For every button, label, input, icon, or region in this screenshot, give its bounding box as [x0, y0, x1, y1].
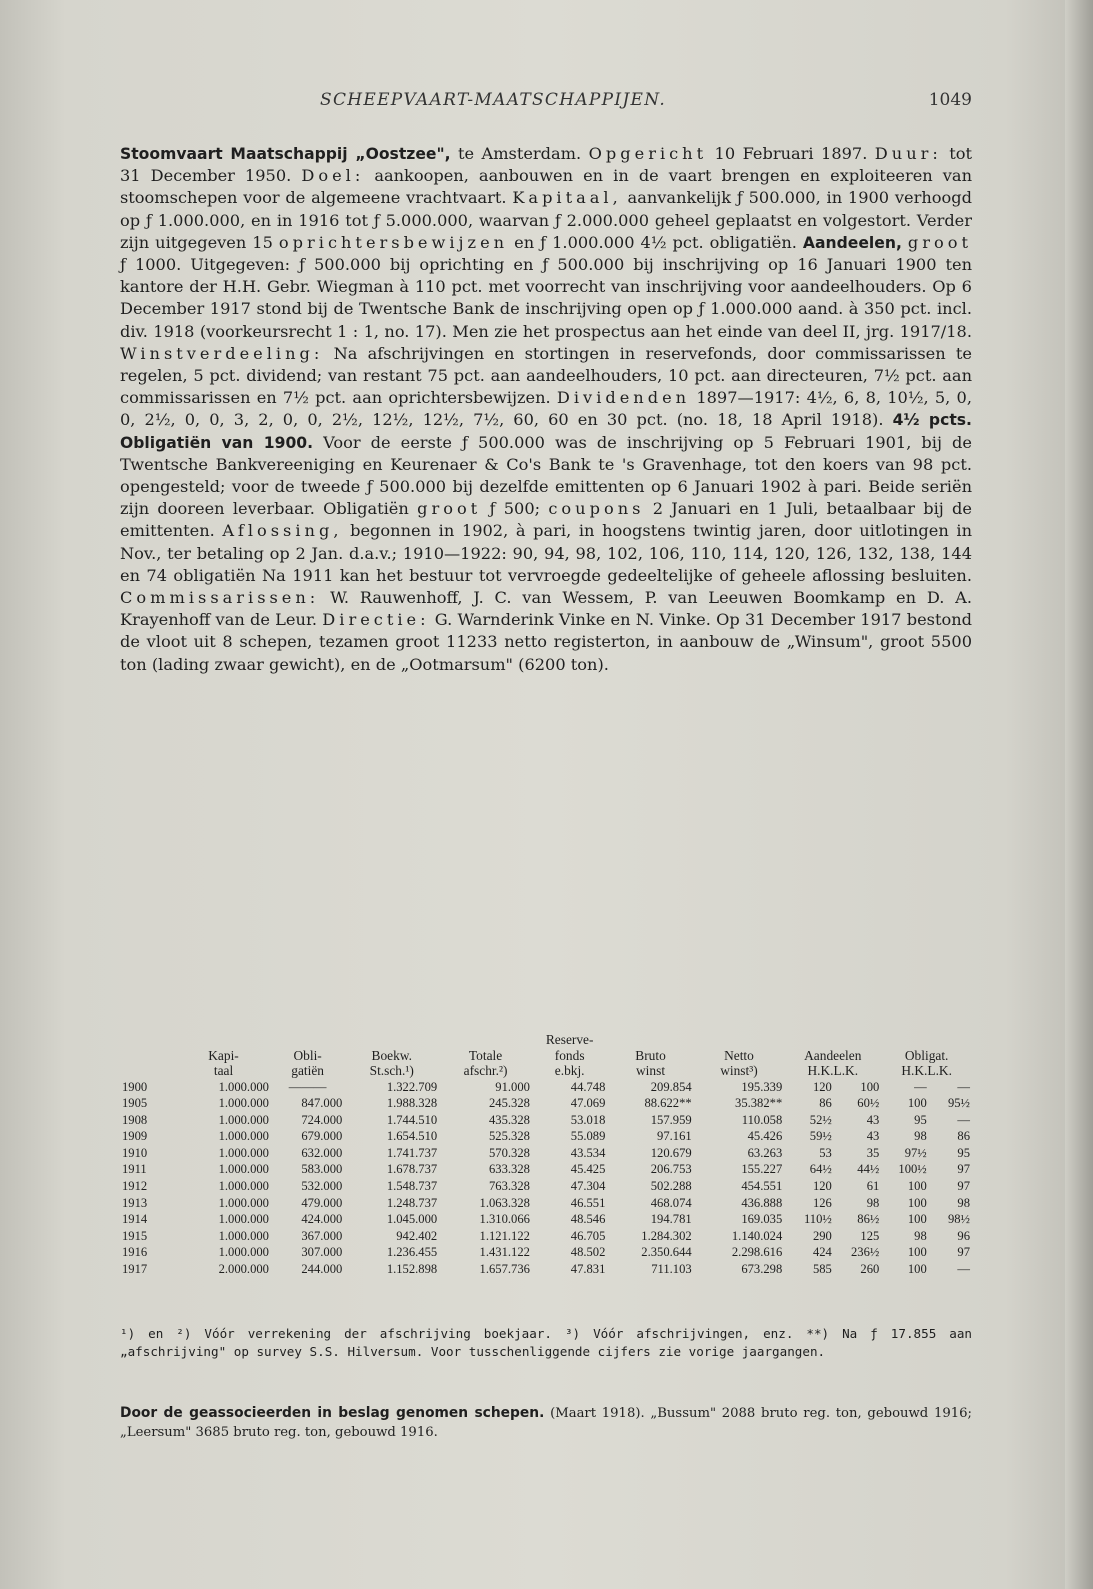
entry-text: tot 31 December 1950. [120, 144, 973, 186]
entry-text: aankoopen, aanbouwen en in de vaart brengen en exploiteeren van stoomschepen voor de algemeene vrachtvaart. [120, 166, 972, 208]
table-cell: 1.000.000 [218, 1245, 269, 1260]
entry-text: 1897—1917: 4½, 6, 8, 10½, 5, 0, 0, 2½, 0, 0, 3, 2, 0, 0, 2½, 12½, 12½, 7½, 60, 60 en 30 pct. (no. 18, 18 April 1918). [120, 388, 972, 430]
table-cell: 763.328 [488, 1179, 530, 1194]
table-cell: 206.753 [650, 1162, 692, 1177]
table-cell: 570.328 [488, 1145, 530, 1160]
table-cell: 1.000.000 [218, 1129, 269, 1144]
table-cell: 35 [866, 1145, 880, 1160]
table-cell: 95½ [947, 1096, 970, 1111]
table-cell: 585 [812, 1262, 832, 1277]
table-cell: 96 [957, 1228, 970, 1243]
year-cell: 1900 [122, 1079, 148, 1094]
table-cell: 1.063.328 [479, 1195, 530, 1210]
table-row [120, 1095, 972, 1112]
year-cell: 1914 [122, 1212, 148, 1227]
table-cell: 59½ [809, 1129, 832, 1144]
table-cell: 45.425 [570, 1162, 606, 1177]
table-cell: 86 [957, 1129, 970, 1144]
table-cell: 53.018 [570, 1112, 606, 1127]
table-cell: 61 [866, 1179, 880, 1194]
table-cell: 1.678.737 [386, 1162, 438, 1177]
table-cell: 2.298.616 [731, 1245, 783, 1260]
column-header: Boekw. St.sch.¹) [369, 1047, 414, 1078]
table-cell: 43 [866, 1112, 880, 1127]
table-cell: 98 [866, 1195, 880, 1210]
table-cell: 209.854 [650, 1079, 692, 1094]
table-cell: 97 [957, 1162, 970, 1177]
table-cell: 100 [860, 1079, 880, 1094]
table-cell: — [957, 1112, 970, 1127]
next-entry-title: Door de geassocieerden in beslag genomen schepen. [120, 1405, 545, 1421]
table-cell: 435.328 [488, 1112, 530, 1127]
table-cell: 52½ [809, 1112, 832, 1127]
table-cell: 100 [907, 1262, 927, 1277]
year-cell: 1916 [122, 1245, 148, 1260]
table-cell: 45.426 [747, 1129, 783, 1144]
table-cell: 260 [860, 1262, 880, 1277]
table-row [120, 1195, 972, 1212]
table-cell: 125 [860, 1228, 880, 1243]
table-cell: 120 [812, 1179, 832, 1194]
table-cell: 583.000 [301, 1162, 343, 1177]
page-number: 1049 [928, 90, 972, 110]
running-header [120, 90, 972, 114]
table-cell: 97.161 [657, 1129, 692, 1144]
year-cell: 1917 [122, 1262, 148, 1277]
table-cell: 100 [907, 1212, 927, 1227]
column-header: Obligat. H.K.L.K. [901, 1047, 952, 1078]
table-cell: 48.546 [570, 1212, 606, 1227]
table-cell: 47.304 [570, 1179, 606, 1194]
table-row [120, 1228, 972, 1245]
table-cell: 44.748 [570, 1079, 606, 1094]
entry-spaced-term: oprichtersbewijzen [278, 232, 509, 252]
table-cell: 244.000 [301, 1262, 343, 1277]
table-cell: 290 [812, 1228, 832, 1243]
table-cell: 847.000 [301, 1096, 343, 1111]
year-cell: 1910 [122, 1145, 148, 1160]
entry-spaced-term: Aflossing, [222, 521, 343, 541]
table-cell: 468.074 [650, 1195, 692, 1210]
table-cell: 100 [907, 1096, 927, 1111]
table-cell: 424 [812, 1245, 832, 1260]
entry-heading: 4½ pcts. Obligatiën van 1900. [120, 411, 972, 452]
table-cell: 97 [957, 1179, 970, 1194]
table-cell: 126 [812, 1195, 832, 1210]
table-cell: 194.781 [650, 1212, 692, 1227]
entry-text: Voor de eerste ƒ 500.000 was de inschrijving op 5 Februari 1901, bij de Twentsche Bankvereeniging en Keurenaer & Co's Bank te 's Gravenhage, tot den koers van 98 pct. opengesteld; voor de tweede ƒ 500.000 bij dezelfde emittenten op 6 Januari 1902 à pari. Beide seriën zijn dooreen leverbaar. Obligatiën [120, 432, 972, 519]
entry-heading: Aandeelen, [802, 233, 902, 252]
table-cell: 2.000.000 [218, 1262, 269, 1277]
entry-text: en ƒ 1.000.000 4½ pct. obligatiën. [508, 232, 803, 252]
entry-spaced-term: groot [417, 499, 482, 519]
table-cell: 245.328 [488, 1096, 530, 1111]
entry-spaced-term: Doel: [301, 166, 365, 186]
table-cell: 100 [907, 1195, 927, 1210]
table-cell: 942.402 [396, 1228, 438, 1243]
table-cell: 120.679 [650, 1145, 692, 1160]
table-cell: 307.000 [301, 1245, 343, 1260]
table-cell: 95 [914, 1112, 927, 1127]
table-cell: 633.328 [488, 1162, 530, 1177]
table-cell: 155.227 [741, 1162, 783, 1177]
table-cell: 1.140.024 [731, 1228, 783, 1243]
table-cell: ——— [288, 1079, 327, 1094]
table-cell: 436.888 [741, 1195, 783, 1210]
table-cell: 2.350.644 [641, 1245, 692, 1260]
table-cell: 1.248.737 [386, 1195, 438, 1210]
entry-spaced-term: Directie: [322, 610, 430, 630]
table-cell: 98 [914, 1228, 927, 1243]
table-cell: 169.035 [741, 1212, 783, 1227]
entry-spaced-term: Kapitaal, [512, 188, 622, 208]
table-cell: 98 [957, 1195, 970, 1210]
table-cell: 86 [819, 1096, 832, 1111]
table-cell: 98 [914, 1129, 927, 1144]
table-row [120, 1112, 972, 1129]
entry-spaced-term: Opgericht [588, 144, 708, 163]
table-cell: 1.744.510 [386, 1112, 438, 1127]
table-cell: 60½ [857, 1096, 880, 1111]
table-cell: 479.000 [301, 1195, 343, 1210]
table-cell: 532.000 [301, 1179, 343, 1194]
running-title: SCHEEPVAART-MAATSCHAPPIJEN. [320, 90, 667, 110]
financial-table [120, 1032, 972, 1278]
table-cell: 236½ [850, 1245, 880, 1260]
table-cell: 97 [957, 1245, 970, 1260]
table-cell: 195.339 [741, 1079, 783, 1094]
table-cell: 97½ [904, 1145, 927, 1160]
table-cell: 1.000.000 [218, 1212, 269, 1227]
table-cell: 1.654.510 [386, 1129, 438, 1144]
table-cell: 679.000 [301, 1129, 343, 1144]
table-cell: 1.000.000 [218, 1228, 269, 1243]
entry-spaced-term: Dividenden [556, 388, 691, 408]
next-entry-text: (Maart 1918). „Bussum" 2088 bruto reg. ton, gebouwd 1916; „Leersum" 3685 bruto reg. ton, gebouwd 1916. [120, 1406, 972, 1440]
table-cell: — [957, 1262, 970, 1277]
table-cell: 98½ [947, 1212, 970, 1227]
next-entry [120, 1404, 972, 1442]
table-cell: 1.322.709 [386, 1079, 438, 1094]
table-row [120, 1244, 972, 1261]
entry-text: 2 Januari en 1 Juli, betaalbaar bij de emittenten. [120, 499, 972, 541]
table-cell: 100½ [898, 1162, 927, 1177]
table-cell: 1.657.736 [479, 1262, 530, 1277]
entry-text: G. Warnderink Vinke en N. Vinke. Op 31 December 1917 bestond de vloot uit 8 schepen, tezamen groot 11233 netto registerton, in aanbouw de „Winsum", groot 5500 ton (lading zwaar gewicht), en de „Ootmarsum" (6200 ton). [120, 610, 972, 674]
entry-spaced-term: coupons [548, 499, 645, 519]
footnote-text: ¹) en ²) Vóór verrekening der afschrijving boekjaar. ³) Vóór afschrijvingen, enz. **) Na ƒ 17.855 aan „afschrijving" op survey S.S. Hilversum. Voor tusschenliggende cijfers zie vorige jaargangen. [120, 1326, 972, 1359]
table-cell: 1.000.000 [218, 1079, 269, 1094]
entry-text: begonnen in 1902, à pari, in hoogstens twintig jaren, door uitlotingen in Nov., ter betaling op 2 Jan. d.a.v.; 1910—1922: 90, 94, 98, 102, 106, 110, 114, 120, 126, 132, 138, 144 en 74 obligatiën Na 1911 kan het bestuur tot vervroegde gedeeltelijke of geheele aflossing besluiten. [120, 521, 972, 585]
table-row [120, 1128, 972, 1145]
table-cell: 1.000.000 [218, 1145, 269, 1160]
table-cell: 157.959 [650, 1112, 692, 1127]
table-cell: 55.089 [570, 1129, 606, 1144]
year-cell: 1913 [122, 1195, 148, 1210]
table-cell: 525.328 [488, 1129, 530, 1144]
table-cell: 1.988.328 [386, 1096, 438, 1111]
table-cell: 63.263 [747, 1145, 783, 1160]
year-cell: 1908 [122, 1112, 148, 1127]
column-header: Kapi- taal [208, 1047, 239, 1078]
entry-text: 10 Februari 1897. [707, 144, 875, 163]
column-header: Bruto winst [635, 1047, 666, 1078]
entry-spaced-term: Duur: [874, 144, 942, 163]
column-header: Reserve- fonds e.bkj. [545, 1032, 594, 1078]
table-row [120, 1261, 972, 1278]
table-cell: 1.000.000 [218, 1179, 269, 1194]
entry-text: te Amsterdam. [450, 144, 589, 163]
column-header: Netto winst³) [720, 1047, 758, 1078]
entry-paragraph [120, 143, 972, 676]
table-cell: 1.284.302 [641, 1228, 692, 1243]
entry-spaced-term: Commissarissen: [120, 588, 320, 608]
company-name: Stoomvaart Maatschappij „Oostzee", [120, 145, 451, 163]
table-cell: 95 [957, 1145, 970, 1160]
table-cell: 502.288 [650, 1179, 692, 1194]
entry-spaced-term: groot [907, 232, 973, 252]
table-cell: 47.069 [570, 1096, 606, 1111]
page-edge-shadow [1065, 0, 1093, 1589]
table-cell: 110½ [803, 1212, 832, 1227]
entry-text: Na afschrijvingen en stortingen in reservefonds, door commissarissen te regelen, 5 pct. dividend; van restant 75 pct. aan aandeelhouders, 10 pct. aan directeuren, 7½ pct. aan commissarissen en 7½ pct. aan oprichtersbewijzen. [120, 343, 972, 408]
year-cell: 1909 [122, 1129, 148, 1144]
table-cell: 1.236.455 [386, 1245, 438, 1260]
table-cell: 367.000 [301, 1228, 343, 1243]
table-cell: 86½ [857, 1212, 880, 1227]
table-cell: 724.000 [301, 1112, 343, 1127]
entry-text: ƒ 1000. Uitgegeven: ƒ 500.000 bij oprichting en ƒ 500.000 bij inschrijving op 16 Januari 1900 ten kantore der H.H. Gebr. Wiegman à 110 pct. met voorrecht van inschrijving voor aandeelhouders. Op 6 December 1917 stond bij de Twentsche Bank de inschrijving open op ƒ 1.000.000 aand. à 350 pct. incl. div. 1918 (voorkeursrecht 1 : 1, no. 17). Men zie het prospectus aan het einde van deel II, jrg. 1917/18. [120, 255, 972, 341]
column-header [120, 1032, 176, 1079]
table-cell: 1.310.066 [479, 1212, 530, 1227]
table-cell: 110.058 [741, 1112, 783, 1127]
table-cell: 711.103 [651, 1262, 692, 1277]
table-cell: 673.298 [741, 1262, 783, 1277]
table-row [120, 1145, 972, 1162]
table-cell: 1.741.737 [386, 1145, 438, 1160]
table-cell: 91.000 [495, 1079, 530, 1094]
table-cell: 1.548.737 [386, 1179, 438, 1194]
table-row [120, 1178, 972, 1195]
table-cell: 120 [812, 1079, 832, 1094]
company-entry [120, 143, 972, 676]
table-cell: 454.551 [741, 1179, 783, 1194]
column-header: Totale afschr.²) [463, 1047, 508, 1078]
table-cell: 88.622** [644, 1096, 692, 1111]
table-cell: 53 [819, 1145, 832, 1160]
year-cell: 1915 [122, 1228, 148, 1243]
table-cell: — [957, 1079, 970, 1094]
table-cell: 1.045.000 [386, 1212, 438, 1227]
table-cell: 43.534 [570, 1145, 606, 1160]
table-header-row [120, 1032, 972, 1079]
column-header: Obli- gatiën [291, 1047, 324, 1078]
table-cell: 632.000 [301, 1145, 343, 1160]
column-header: Aandeelen H.K.L.K. [804, 1047, 862, 1078]
table-cell: 1.121.122 [479, 1228, 530, 1243]
table-cell: 100 [907, 1245, 927, 1260]
table-cell: 35.382** [735, 1096, 783, 1111]
year-cell: 1905 [122, 1096, 148, 1111]
table-cell: 1.431.122 [479, 1245, 530, 1260]
entry-text: W. Rauwenhoff, J. C. van Wessem, P. van Leeuwen Boomkamp en D. A. Krayenhoff van de Leur. [120, 588, 972, 630]
financial-table-wrap [120, 1032, 972, 1278]
table-cell: 48.502 [570, 1245, 606, 1260]
table-cell: 424.000 [301, 1212, 343, 1227]
table-cell: 1.000.000 [218, 1162, 269, 1177]
table-cell: 1.000.000 [218, 1195, 269, 1210]
table-cell: 1.000.000 [218, 1112, 269, 1127]
table-cell: 47.831 [570, 1262, 606, 1277]
table-cell: 43 [866, 1129, 880, 1144]
next-entry-paragraph [120, 1404, 972, 1442]
table-row [120, 1161, 972, 1178]
table-cell: 64½ [809, 1162, 832, 1177]
table-cell: 46.551 [570, 1195, 606, 1210]
table-cell: 44½ [857, 1162, 880, 1177]
table-row [120, 1211, 972, 1228]
entry-text: ƒ 500; [481, 499, 549, 519]
table-cell: — [914, 1079, 927, 1094]
table-cell: 100 [907, 1179, 927, 1194]
table-row [120, 1079, 972, 1096]
table-body [120, 1079, 972, 1278]
table-cell: 1.152.898 [386, 1262, 438, 1277]
year-cell: 1911 [122, 1162, 147, 1177]
entry-spaced-term: Winstverdeeling: [120, 343, 324, 363]
year-cell: 1912 [122, 1179, 148, 1194]
table-cell: 46.705 [570, 1228, 606, 1243]
footnotes [120, 1325, 972, 1361]
table-cell: 1.000.000 [218, 1096, 269, 1111]
entry-text: aanvankelijk ƒ 500.000, in 1900 verhoogd op ƒ 1.000.000, en in 1916 tot ƒ 5.000.000, waarvan ƒ 2.000.000 geheel geplaatst en volgestort. Verder zijn uitgegeven 15 [120, 188, 972, 252]
